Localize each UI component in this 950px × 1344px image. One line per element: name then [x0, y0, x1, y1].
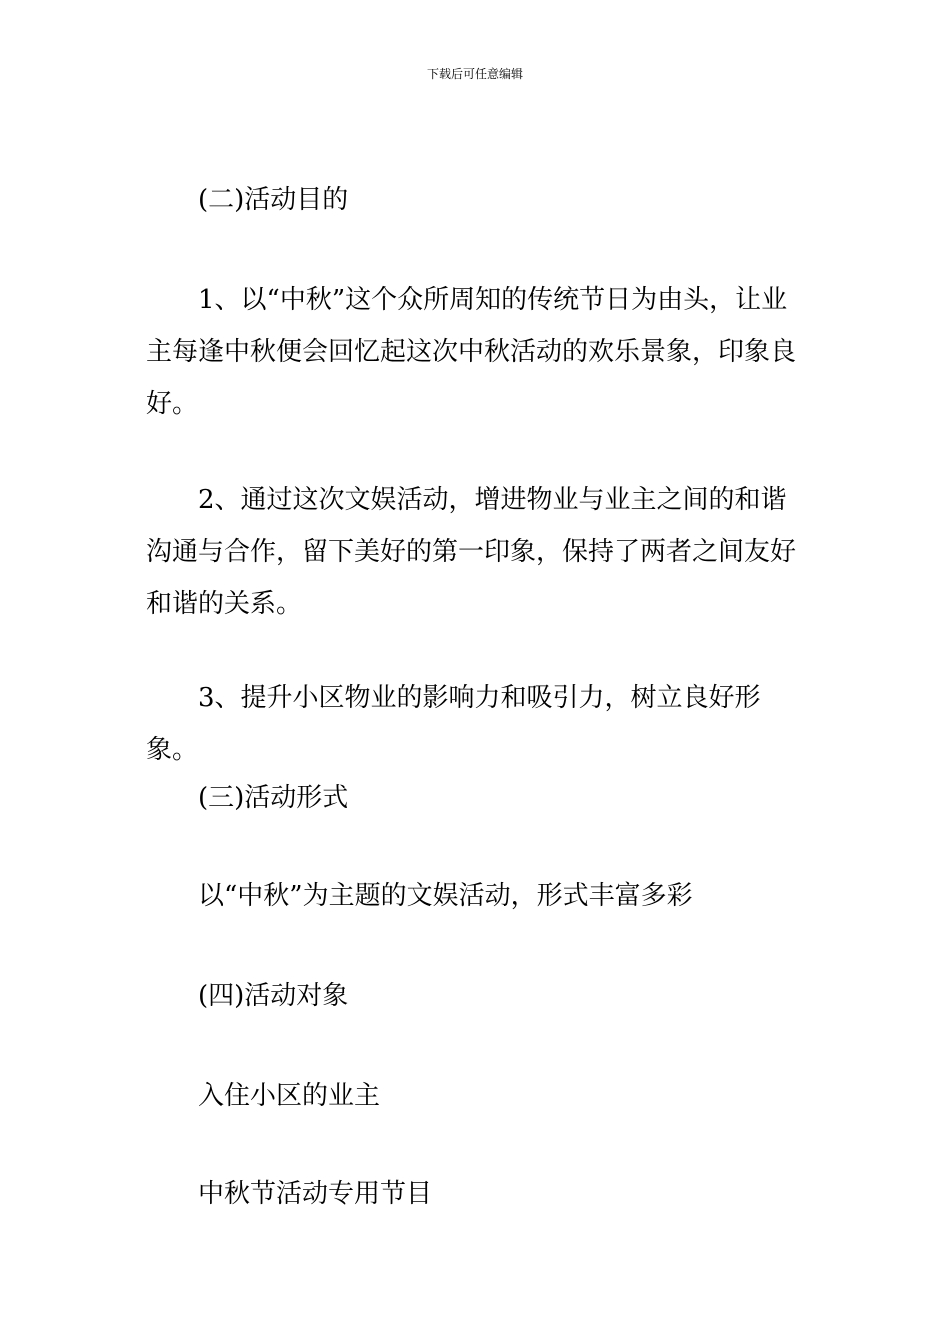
section-heading-purpose: (二)活动目的 [198, 185, 349, 215]
purpose-item-3: 3、提升小区物业的影响力和吸引力，树立良好形象。 [146, 683, 761, 765]
program-heading: 中秋节活动专用节目 [198, 1179, 433, 1209]
page-header: 下载后可任意编辑 [426, 67, 523, 81]
purpose-item-2: 2、通过这次文娱活动，增进物业与业主之间的和谐沟通与合作，留下美好的第一印象，保持了两者之间友好和谐的关系。 [146, 485, 797, 619]
audience-text: 入住小区的业主 [198, 1081, 381, 1111]
section-heading-audience: (四)活动对象 [198, 981, 349, 1011]
purpose-item-1: 1、以“中秋”这个众所周知的传统节日为由头，让业主每逢中秋便会回忆起这次中秋活动的欢乐景象，印象良好。 [146, 285, 797, 419]
section-heading-format: (三)活动形式 [198, 783, 349, 813]
format-text: 以“中秋”为主题的文娱活动，形式丰富多彩 [198, 881, 693, 911]
